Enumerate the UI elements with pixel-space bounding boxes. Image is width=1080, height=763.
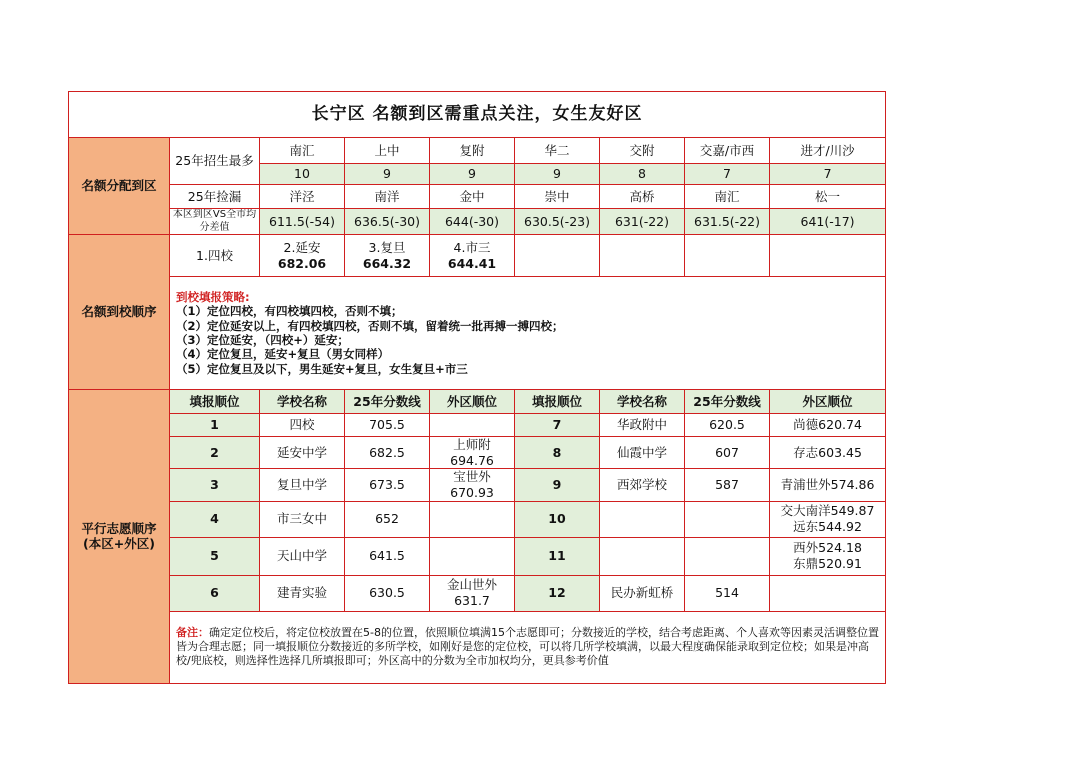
alloc-school: 上中 — [345, 138, 430, 164]
alloc-school: 南汇 — [260, 138, 345, 164]
outer-cell — [770, 414, 886, 437]
score-cell: 630.5 — [345, 575, 430, 611]
order-item — [345, 235, 430, 277]
rank-cell: 3 — [170, 469, 260, 501]
rank-cell: 9 — [515, 469, 600, 501]
outer-entry: 尚德620.74 — [793, 417, 862, 433]
alloc-count: 9 — [345, 164, 430, 185]
note-text: 确定定位校后，将定位校放置在5-8的位置，依照顺位填满15个志愿即可；分数接近的学校，结合考虑距离、个人喜欢等因素灵活调整位置皆为合理志愿；同一填报顺位分数接近的多所学校，如刚好是您的定位校，可以将几所学校填满，以最大程度确保能录取到定位校；如果是冲高校/兜底校，则选择性选择几所填报即可；外区高中的分数为全市加权均分，更具参考价值 — [176, 626, 879, 667]
strategy-line: （3）定位延安，（四校+）延安； — [176, 333, 349, 347]
score-cell: 607 — [685, 437, 770, 469]
outer-entry: 远东544.92 — [793, 519, 862, 534]
alloc-count: 8 — [600, 164, 685, 185]
section-alloc: 名额分配到区 — [69, 138, 170, 235]
alloc-row2-label: 25年捡漏 — [170, 185, 260, 209]
school-cell — [600, 537, 685, 575]
order-item — [430, 235, 515, 277]
note-block — [170, 611, 886, 683]
table-row — [69, 414, 886, 437]
alloc-school: 复附 — [430, 138, 515, 164]
order-item-score: 682.06 — [277, 255, 327, 271]
strategy-line: （1）定位四校，有四校填四校，否则不填； — [176, 304, 403, 319]
school-cell: 西郊学校 — [600, 469, 685, 501]
alloc-school: 交附 — [600, 138, 685, 164]
rank-cell: 6 — [170, 575, 260, 611]
school-cell: 华政附中 — [600, 414, 685, 437]
col-header: 学校名称 — [600, 390, 685, 414]
rank-cell: 8 — [515, 437, 600, 469]
order-item-name: 4.市三 — [453, 239, 491, 255]
alloc-count: 9 — [430, 164, 515, 185]
rank-cell: 11 — [515, 537, 600, 575]
outer-cell — [770, 501, 886, 537]
rank-cell: 12 — [515, 575, 600, 611]
rank-cell: 7 — [515, 414, 600, 437]
score-cell: 673.5 — [345, 469, 430, 501]
outer-cell — [430, 414, 515, 437]
alloc-score: 631(-22) — [600, 209, 685, 235]
outer-entry: 东鼎520.91 — [793, 556, 862, 571]
school-cell: 延安中学 — [260, 437, 345, 469]
table-row — [69, 501, 886, 537]
outer-cell — [770, 437, 886, 469]
outer-entry: 交大南洋549.87 — [780, 503, 875, 519]
outer-cell: 上师附694.76 — [430, 437, 515, 469]
alloc-count: 9 — [515, 164, 600, 185]
alloc-pick-school: 南汇 — [685, 185, 770, 209]
table-row — [69, 575, 886, 611]
enrollment-table — [68, 91, 886, 684]
section-parallel-line2: (本区+外区) — [83, 536, 155, 552]
score-cell: 652 — [345, 501, 430, 537]
school-cell: 建青实验 — [260, 575, 345, 611]
school-cell: 民办新虹桥 — [600, 575, 685, 611]
school-cell: 四校 — [260, 414, 345, 437]
score-cell — [685, 537, 770, 575]
alloc-row3-label: 本区到区VS全市均分差值 — [170, 209, 260, 235]
alloc-row1-label: 25年招生最多 — [170, 138, 260, 185]
col-header: 填报顺位 — [515, 390, 600, 414]
score-cell: 587 — [685, 469, 770, 501]
alloc-count: 10 — [260, 164, 345, 185]
school-cell: 天山中学 — [260, 537, 345, 575]
outer-cell — [430, 501, 515, 537]
empty-cell — [600, 235, 685, 277]
outer-cell: 宝世外670.93 — [430, 469, 515, 501]
section-school-order: 名额到校顺序 — [69, 235, 170, 390]
alloc-count: 7 — [685, 164, 770, 185]
rank-cell: 5 — [170, 537, 260, 575]
strategy-title: 到校填报策略: — [176, 289, 250, 304]
alloc-count: 7 — [770, 164, 886, 185]
alloc-score: 630.5(-23) — [515, 209, 600, 235]
alloc-pick-school: 崇中 — [515, 185, 600, 209]
outer-cell — [770, 537, 886, 575]
order-item-score: 664.32 — [362, 255, 412, 271]
col-header: 学校名称 — [260, 390, 345, 414]
empty-cell — [515, 235, 600, 277]
col-header: 外区顺位 — [770, 390, 886, 414]
strategy-block — [170, 277, 886, 390]
alloc-score: 644(-30) — [430, 209, 515, 235]
score-cell: 620.5 — [685, 414, 770, 437]
alloc-score: 611.5(-54) — [260, 209, 345, 235]
outer-cell: 金山世外631.7 — [430, 575, 515, 611]
strategy-line: （2）定位延安以上，有四校填四校，否则不填，留着统一批再搏一搏四校； — [176, 318, 564, 333]
page-title: 长宁区 名额到区需重点关注，女生友好区 — [69, 92, 886, 138]
school-cell: 市三女中 — [260, 501, 345, 537]
table-row — [69, 437, 886, 469]
alloc-school: 华二 — [515, 138, 600, 164]
alloc-school: 交嘉/市西 — [685, 138, 770, 164]
table-row — [69, 537, 886, 575]
school-cell — [600, 501, 685, 537]
alloc-pick-school: 南洋 — [345, 185, 430, 209]
strategy-line: （5）定位复旦及以下，男生延安+复旦，女生复旦+市三 — [176, 361, 468, 376]
outer-entry: 青浦世外574.86 — [780, 477, 875, 493]
col-header: 25年分数线 — [345, 390, 430, 414]
section-parallel-line1: 平行志愿顺序 — [81, 520, 157, 536]
strategy-line: （4）定位复旦，延安+复旦（男女同样） — [176, 347, 390, 362]
outer-entry: 西外524.18 — [793, 540, 862, 556]
table-row — [69, 469, 886, 501]
rank-cell: 10 — [515, 501, 600, 537]
outer-cell — [770, 575, 886, 611]
order-item — [170, 235, 260, 277]
alloc-school: 进才/川沙 — [770, 138, 886, 164]
rank-cell: 4 — [170, 501, 260, 537]
col-header: 外区顺位 — [430, 390, 515, 414]
score-cell — [685, 501, 770, 537]
alloc-pick-school: 洋泾 — [260, 185, 345, 209]
empty-cell — [685, 235, 770, 277]
score-cell: 514 — [685, 575, 770, 611]
alloc-pick-school: 高桥 — [600, 185, 685, 209]
order-item — [260, 235, 345, 277]
alloc-score: 631.5(-22) — [685, 209, 770, 235]
outer-cell — [770, 469, 886, 501]
score-cell: 682.5 — [345, 437, 430, 469]
note-label: 备注： — [176, 626, 209, 640]
order-item-name: 3.复旦 — [368, 239, 406, 255]
outer-cell — [430, 537, 515, 575]
school-cell: 仙霞中学 — [600, 437, 685, 469]
alloc-pick-school: 松一 — [770, 185, 886, 209]
col-header: 25年分数线 — [685, 390, 770, 414]
rank-cell: 2 — [170, 437, 260, 469]
alloc-pick-school: 金中 — [430, 185, 515, 209]
rank-cell: 1 — [170, 414, 260, 437]
section-parallel — [69, 390, 170, 684]
score-cell: 705.5 — [345, 414, 430, 437]
col-header: 填报顺位 — [170, 390, 260, 414]
school-cell: 复旦中学 — [260, 469, 345, 501]
alloc-score: 641(-17) — [770, 209, 886, 235]
order-item-score: 644.41 — [447, 255, 497, 271]
score-cell: 641.5 — [345, 537, 430, 575]
order-item-name: 1.四校 — [196, 247, 233, 263]
outer-entry: 存志603.45 — [793, 444, 862, 460]
order-item-name: 2.延安 — [283, 239, 321, 255]
alloc-score: 636.5(-30) — [345, 209, 430, 235]
empty-cell — [770, 235, 886, 277]
